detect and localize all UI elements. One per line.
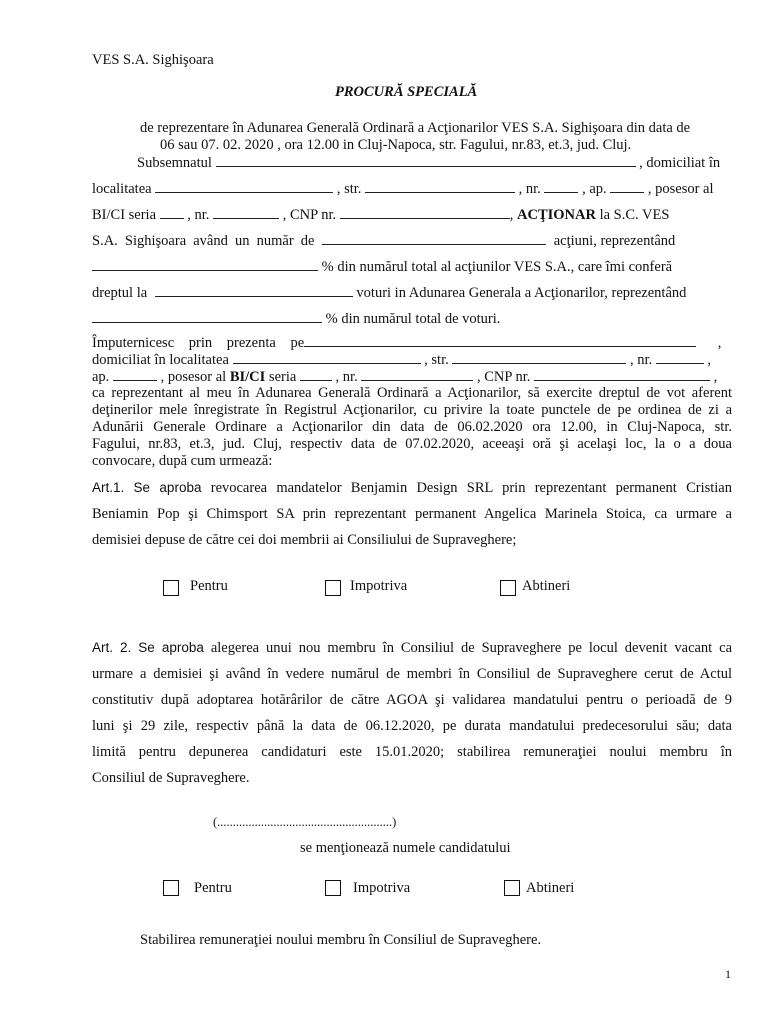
shares-line — [92, 232, 675, 250]
rep-ap-field[interactable] — [113, 368, 157, 381]
art1-abtineri-checkbox[interactable] — [500, 580, 516, 596]
sa-sighisoara-label: S.A. Sighişoara având un număr de — [92, 233, 315, 249]
rep-id-number-field[interactable] — [361, 368, 473, 381]
art1-abtineri-label: Abtineri — [522, 578, 571, 594]
bici-seria-label: BI/CI seria — [92, 207, 157, 223]
art2-impotriva-label: Impotriva — [353, 880, 411, 896]
comma: , — [509, 207, 514, 223]
art1-label: Art.1. — [92, 480, 125, 495]
art1-impotriva-label: Impotriva — [350, 578, 408, 594]
percent-votes-field[interactable] — [92, 310, 322, 323]
page-number: 1 — [725, 967, 731, 981]
art3-title: Stabilirea remuneraţiei noului membru în Consiliul de Supraveghere. — [140, 932, 542, 948]
imputernicesc-label: Împuternicesc prin prezenta pe — [92, 335, 305, 351]
art1-text-1: revocarea mandatelor Benjamin Design SRL prin reprezentant permanent Cristian — [210, 480, 732, 496]
art2-aproba: Se aproba — [138, 640, 204, 655]
art2-line-2: urmare a demisiei şi având în vedere numărul de membri în Consiliul de Supraveghere cerut de Actul — [92, 666, 732, 682]
art1-impotriva-checkbox[interactable] — [325, 580, 341, 596]
art1-line-2: Beniamin Pop şi Chimsport SA prin reprezentant permanent Angelica Marinela Stoica, ca urmare a — [92, 506, 732, 522]
posesor-label: , posesor al — [647, 181, 714, 197]
art2-text-1: alegerea unui nou membru în Consiliul de Supraveghere pe locul devenit vacant ca — [210, 640, 733, 656]
number-field[interactable] — [544, 180, 578, 193]
mandate-line-5: convocare, după cum urmează: — [92, 453, 273, 469]
domiciliat-label: , domiciliat în — [639, 155, 721, 171]
art2-line-3: constitutiv după adoptarea hotărârilor de către AGOA şi validarea mandatului pentru o perioadă de 9 — [92, 692, 732, 708]
art1-line-1 — [92, 480, 732, 497]
art2-pentru-checkbox[interactable] — [163, 880, 179, 896]
subsemnatul-label: Subsemnatul — [137, 155, 212, 171]
percent-shares-field[interactable] — [92, 258, 318, 271]
imputernicesc-line — [92, 334, 721, 352]
art1-aproba: Se aproba — [133, 480, 202, 495]
rep-series-field[interactable] — [300, 368, 332, 381]
votes-line — [92, 284, 686, 302]
shares-count-field[interactable] — [322, 232, 546, 245]
mandate-line-3: Adunării Generale Ordinare a Acţionarilor din data de 06.02.2020 ora 12.00, in Cluj-Napoca, str. — [92, 419, 732, 435]
name-field[interactable] — [216, 154, 636, 167]
art2-line-1 — [92, 640, 732, 657]
rep-id-line — [92, 368, 717, 386]
rep-seria-label: seria — [268, 369, 297, 385]
localitatea-label: localitatea — [92, 181, 152, 197]
rep-posesor-label: , posesor al — [160, 369, 227, 385]
actiuni-label: acţiuni, reprezentând — [553, 233, 676, 249]
art1-pentru-checkbox[interactable] — [163, 580, 179, 596]
rep-domicile-label: domiciliat în localitatea — [92, 352, 229, 368]
rep-domicile-line — [92, 351, 711, 369]
art2-line-6: Consiliul de Supraveghere. — [92, 770, 250, 786]
localitatea-field[interactable] — [155, 180, 333, 193]
localitatea-line — [92, 180, 714, 198]
percent-shares-line — [92, 258, 672, 276]
percent-shares-label: % din numărul total al acţiunilor VES S.A., care îmi conferă — [321, 259, 673, 275]
subsemnatul-line — [137, 154, 720, 172]
art2-impotriva-checkbox[interactable] — [325, 880, 341, 896]
art2-label: Art. 2. — [92, 640, 132, 655]
mandate-line-1: ca reprezentant al meu în Adunarea Generală Ordinară a Acţionarilor, să exercite dreptul de vot aferent — [92, 385, 732, 401]
comma: , — [707, 352, 712, 368]
rep-locality-field[interactable] — [233, 351, 421, 364]
art2-abtineri-checkbox[interactable] — [504, 880, 520, 896]
nr-label: , nr. — [518, 181, 541, 197]
representative-name-field[interactable] — [304, 334, 696, 347]
bici-series-field[interactable] — [160, 206, 184, 219]
art1-line-3: demisiei depuse de către cei doi membrii ai Consiliului de Supraveghere; — [92, 532, 517, 548]
comma: , — [713, 369, 718, 385]
intro-line-1: de reprezentare în Adunarea Generală Ordinară a Acţionarilor VES S.A. Sighişoara din data de — [140, 120, 691, 136]
rep-number-field[interactable] — [656, 351, 704, 364]
bici-line — [92, 206, 669, 224]
ap-label: , ap. — [582, 181, 607, 197]
art2-line-4: luni şi 29 zile, respectiv până la data de 06.12.2020, pe durata mandatului predecesorului său; data — [92, 718, 732, 734]
rep-nr2-label: , nr. — [335, 369, 358, 385]
apartment-field[interactable] — [610, 180, 644, 193]
cnp-field[interactable] — [340, 206, 510, 219]
rep-ap-label: ap. — [92, 369, 110, 385]
actionar-label: ACŢIONAR — [517, 207, 596, 223]
company-header: VES S.A. Sighişoara — [92, 52, 214, 68]
rep-bici-label: BI/CI — [229, 369, 266, 385]
votes-count-field[interactable] — [155, 284, 353, 297]
bici-nr-label: , nr. — [187, 207, 210, 223]
cnp-label: , CNP nr. — [282, 207, 337, 223]
candidate-name-field[interactable]: (........................................................) — [213, 815, 397, 829]
art2-abtineri-label: Abtineri — [526, 880, 575, 896]
percent-votes-label: % din numărul total de voturi. — [325, 311, 501, 327]
voturi-label: voturi in Adunarea Generala a Acţionarilor, reprezentând — [356, 285, 687, 301]
rep-cnp-field[interactable] — [534, 368, 710, 381]
art2-line-5: limită pentru depunerea candidaturi este 15.01.2020; stabilirea remuneraţiei noului membru în — [92, 744, 732, 760]
document-title: PROCURĂ SPECIALĂ — [335, 84, 478, 100]
candidate-note: se menţionează numele candidatului — [300, 840, 511, 856]
percent-votes-line — [92, 310, 500, 328]
rep-street-field[interactable] — [452, 351, 626, 364]
bici-number-field[interactable] — [213, 206, 279, 219]
mandate-line-4: Fagului, nr.83, et.3, jud. Cluj, respectiv data de 07.02.2020, aceeaşi oră şi acelaşi loc, la o a doua — [92, 436, 732, 452]
art2-pentru-label: Pentru — [194, 880, 232, 896]
rep-cnp-label: , CNP nr. — [476, 369, 531, 385]
mandate-line-2: deţinerilor mele înregistrate în Registrul Acţionarilor, cu privire la toate punctele de pe ordinea de zi a — [92, 402, 732, 418]
art1-pentru-label: Pentru — [190, 578, 228, 594]
comma: , — [717, 335, 722, 351]
str-label: , str. — [336, 181, 362, 197]
street-field[interactable] — [365, 180, 515, 193]
rep-nr-label: , nr. — [629, 352, 653, 368]
dreptul-la-label: dreptul la — [92, 285, 148, 301]
rep-str-label: , str. — [424, 352, 449, 368]
intro-line-2: 06 sau 07. 02. 2020 , ora 12.00 in Cluj-Napoca, str. Fagului, nr.83, et.3, jud. Cluj. — [160, 137, 632, 153]
la-sc-ves-label: la S.C. VES — [599, 207, 670, 223]
